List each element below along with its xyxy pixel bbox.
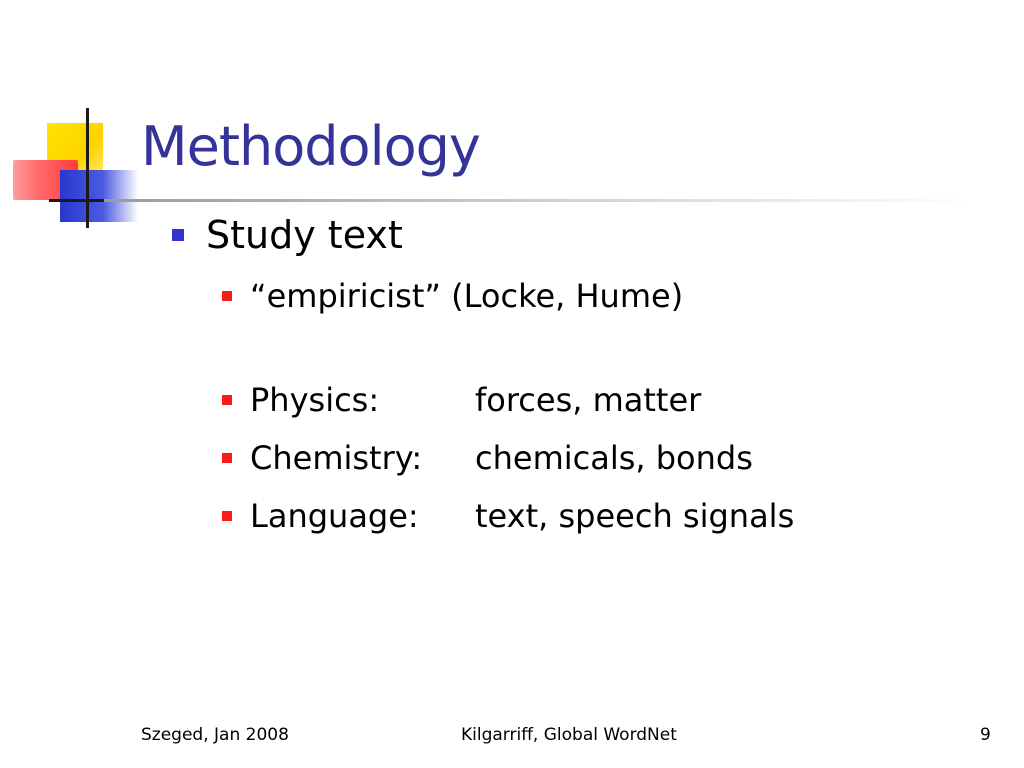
sub-bullet-language: [222, 492, 794, 540]
footer-date-location: Szeged, Jan 2008: [141, 725, 289, 745]
bullet-study-text: [172, 207, 403, 263]
field-name: Chemistry:: [250, 439, 423, 477]
sub-bullet-square-icon: [222, 511, 232, 521]
field-name: Language:: [250, 497, 419, 535]
logo-vertical-line: [86, 108, 89, 228]
field-name: Physics:: [250, 381, 380, 419]
bullet-square-icon: [172, 229, 184, 241]
sub-bullet-physics: [222, 376, 701, 424]
logo-horizontal-line: [49, 199, 109, 202]
title-underline-rule: [104, 199, 974, 202]
bullet-text: Study text: [206, 213, 403, 257]
field-objects: text, speech signals: [475, 497, 795, 535]
field-objects: chemicals, bonds: [475, 439, 753, 477]
slide-title: Methodology: [141, 115, 480, 178]
slide-number: 9: [980, 725, 991, 745]
sub-bullet-square-icon: [222, 453, 232, 463]
sub-bullet-text: “empiricist” (Locke, Hume): [250, 277, 684, 315]
sub-bullet-empiricist: [222, 272, 683, 320]
sub-bullet-square-icon: [222, 395, 232, 405]
slide-logo-graphic: [0, 0, 160, 240]
sub-bullet-square-icon: [222, 291, 232, 301]
sub-bullet-chemistry: [222, 434, 753, 482]
logo-blue-square: [60, 170, 138, 222]
field-objects: forces, matter: [475, 381, 702, 419]
footer-author: Kilgarriff, Global WordNet: [461, 725, 677, 745]
